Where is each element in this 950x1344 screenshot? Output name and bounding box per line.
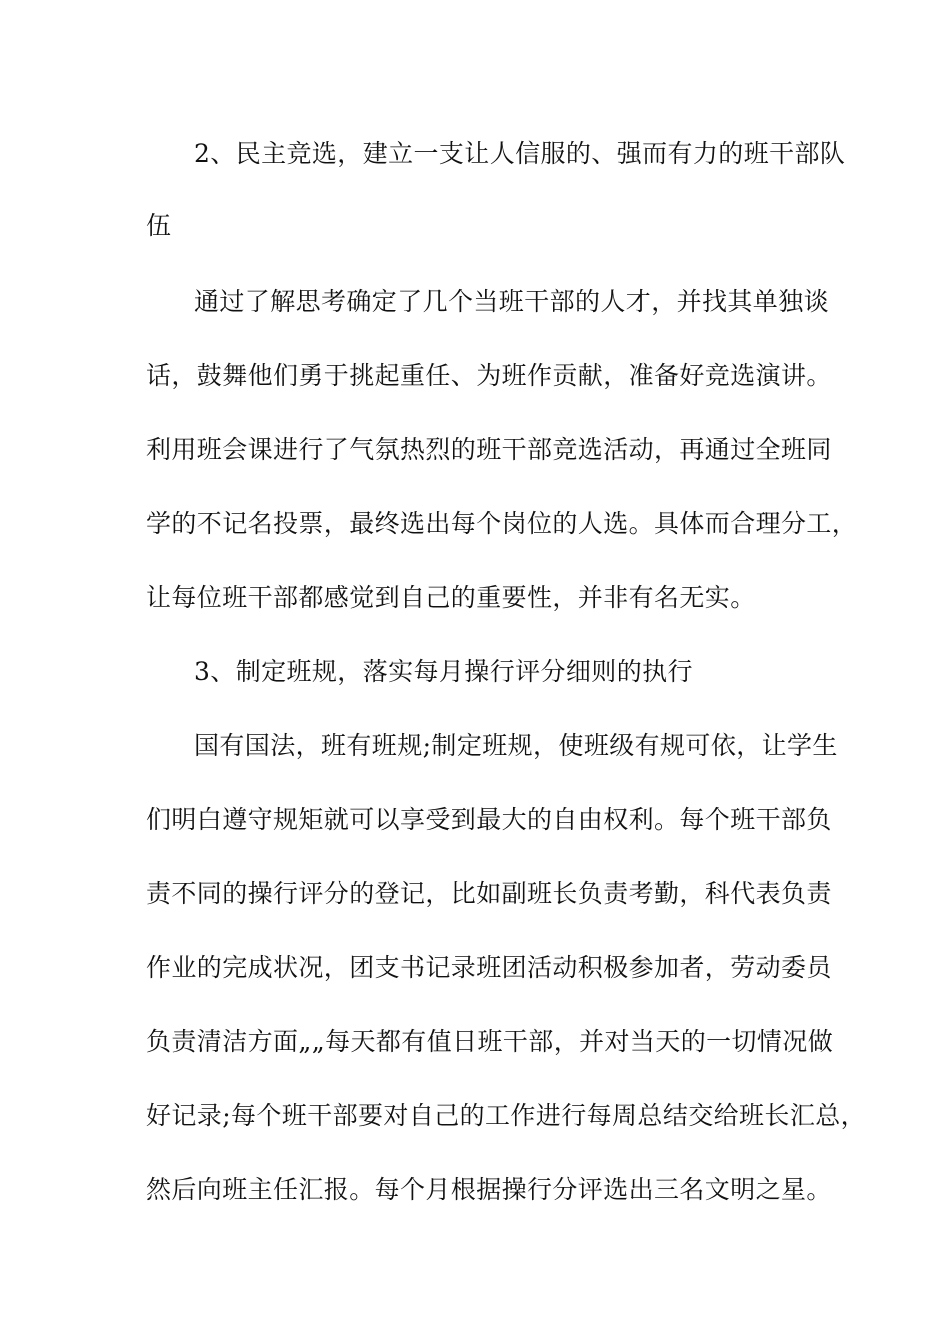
section-heading-2-continued: 伍 [146,211,172,240]
section-heading-2: 2、民主竞选，建立一支让人信服的、强而有力的班干部队 [194,139,846,168]
paragraph-line: 然后向班主任汇报。每个月根据操行分评选出三名文明之星。 [146,1175,832,1204]
paragraph-line: 话，鼓舞他们勇于挑起重任、为班作贡献，准备好竞选演讲。 [146,361,832,390]
paragraph-line: 国有国法，班有班规;制定班规，使班级有规可依，让学生 [194,731,838,760]
paragraph-line: 学的不记名投票，最终选出每个岗位的人选。具体而合理分工， [146,509,858,538]
paragraph-line: 负责清洁方面„„每天都有值日班干部，并对当天的一切情况做 [146,1027,834,1056]
paragraph-line: 好记录;每个班干部要对自己的工作进行每周总结交给班长汇总， [146,1101,867,1130]
paragraph-line: 作业的完成状况，团支书记录班团活动积极参加者，劳动委员 [146,953,832,982]
section-heading-3: 3、制定班规，落实每月操行评分细则的执行 [194,657,693,686]
paragraph-line: 通过了解思考确定了几个当班干部的人才，并找其单独谈 [194,287,830,316]
paragraph-line: 利用班会课进行了气氛热烈的班干部竞选活动，再通过全班同 [146,435,832,464]
paragraph-line: 责不同的操行评分的登记，比如副班长负责考勤，科代表负责 [146,879,832,908]
paragraph-line: 让每位班干部都感觉到自己的重要性，并非有名无实。 [146,583,756,612]
paragraph-line: 们明白遵守规矩就可以享受到最大的自由权利。每个班干部负 [146,805,832,834]
